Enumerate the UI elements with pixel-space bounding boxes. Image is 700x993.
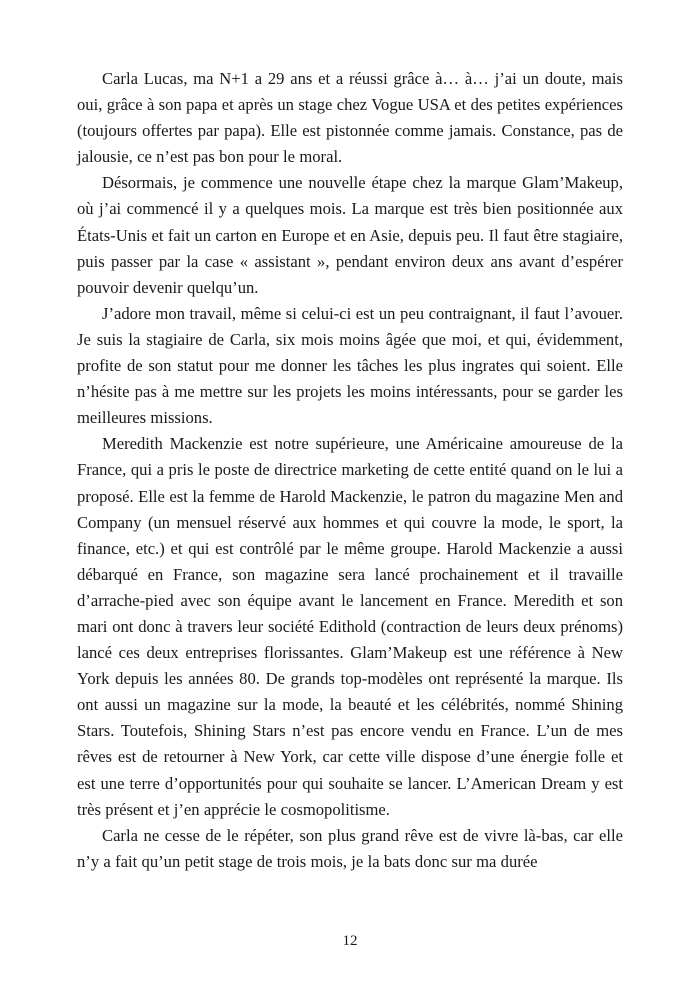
body-paragraph-4: Meredith Mackenzie est notre supérieure, une Américaine amoureuse de la France, qui a pris le poste de directrice marketing de cette entité quand on le lui a proposé. Elle est la femme de Harold Mackenzie, le patron du magazine Men and Company (un mensuel réservé aux hommes et qui couvre la mode, le sport, la finance, etc.) et qui est contrôlé par le même groupe. Harold Mackenzie a aussi débarqué en France, son magazine sera lancé prochainement et il travaille d’arrache-pied avec son équipe avant le lancement en France. Meredith et son mari ont donc à travers leur société Edithold (contraction de leurs deux prénoms) lancé ces deux entreprises florissantes. Glam’Makeup est une référence à New York depuis les années 80. De grands top-modèles ont représenté la marque. Ils ont aussi un magazine sur la mode, la beauté et les célébrités, nommé Shining Stars. Toutefois, Shining Stars n’est pas encore vendu en France. L’un de mes rêves est de retourner à New York, car cette ville dispose d’une énergie folle et est une terre d’opportunités pour qui souhaite se lancer. L’American Dream y est très présent et j’en apprécie le cosmopolitisme. bbox=[77, 434, 623, 819]
body-paragraph-1: Carla Lucas, ma N+1 a 29 ans et a réussi grâce à… à… j’ai un doute, mais oui, grâce à son papa et après un stage chez Vogue USA et des petites expériences (toujours offertes par papa). Elle est pistonnée comme jamais. Constance, pas de jalousie, ce n’est pas bon pour le moral. bbox=[77, 69, 623, 167]
body-paragraph-2: Désormais, je commence une nouvelle étape chez la marque Glam’Makeup, où j’ai commencé il y a quelques mois. La marque est très bien positionnée aux États-Unis et fait un carton en Europe et en Asie, depuis peu. Il faut être stagiaire, puis passer par la case « assistant », pendant environ deux ans avant d’espérer pouvoir devenir quelqu’un. bbox=[77, 173, 623, 297]
body-paragraph-3: J’adore mon travail, même si celui-ci est un peu contraignant, il faut l’avouer. Je suis la stagiaire de Carla, six mois moins âgée que moi, et qui, évidemment, profite de son statut pour me donner les tâches les plus ingrates qui soient. Elle n’hésite pas à me mettre sur les projets les moins intéressants, pour se garder les meilleures missions. bbox=[77, 303, 623, 428]
body-text-block bbox=[77, 66, 623, 875]
body-paragraph-5: Carla ne cesse de le répéter, son plus grand rêve est de vivre là-bas, car elle n’y a fait qu’un petit stage de trois mois, je la bats donc sur ma durée bbox=[77, 825, 623, 871]
page-number: 12 bbox=[342, 933, 358, 949]
